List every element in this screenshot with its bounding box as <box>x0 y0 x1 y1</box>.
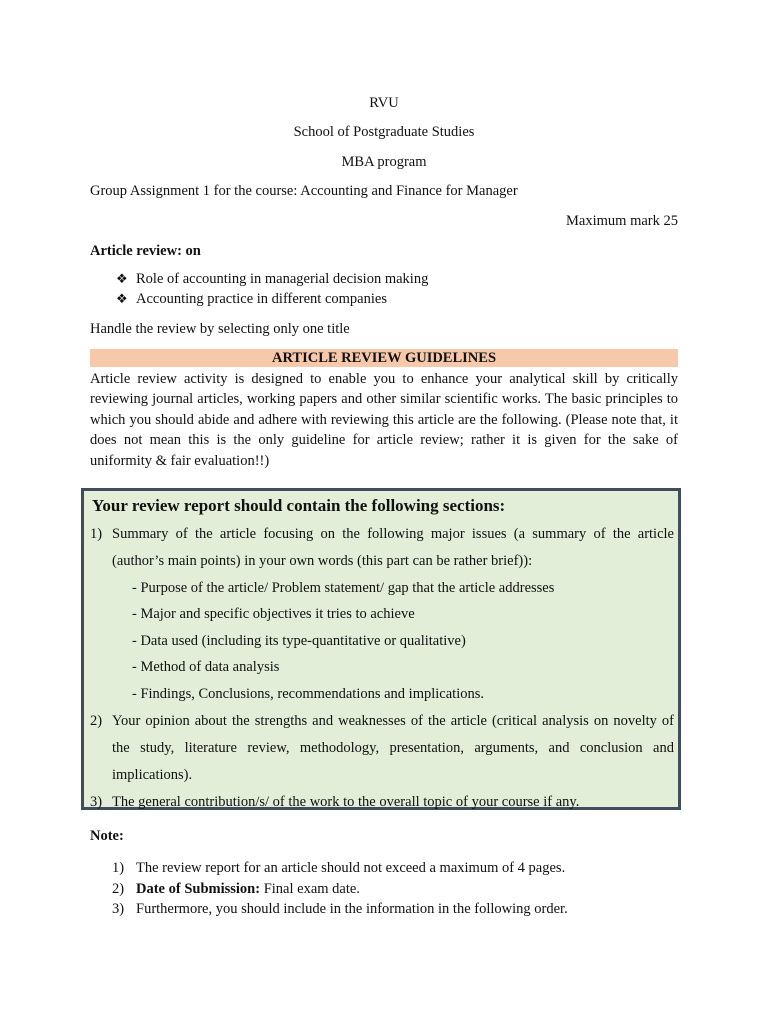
section-number: 1) <box>90 526 103 542</box>
sections-box <box>81 488 681 810</box>
section-item <box>90 708 674 789</box>
section-item <box>90 521 674 575</box>
program-name: MBA program <box>341 154 427 170</box>
section-number: 3) <box>90 794 103 810</box>
topic-item: ❖ Accounting practice in different companies <box>116 291 387 307</box>
diamond-bullet-icon: ❖ <box>116 271 128 286</box>
sections-box-title: Your review report should contain the following sections: <box>92 496 506 515</box>
maximum-mark: Maximum mark 25 <box>566 213 678 229</box>
note-item: 3) Furthermore, you should include in the information in the following order. <box>112 901 568 917</box>
guidelines-body: Article review activity is designed to enable you to enhance your analytical skill by critically reviewing journal articles, working papers and other similar scientific works. The basic principles to which you should abide and adhere with reviewing this article are the following. (Please note that, it does not mean this is the only guideline for article review; rather it is given for the sake of uniformity & fair evaluation!!) <box>90 371 678 469</box>
note-list <box>112 858 672 920</box>
section-text: Summary of the article focusing on the following major issues (a summary of the article (author’s main points) in your own words (this part can be rather brief)): <box>112 526 674 569</box>
topic-list <box>116 269 676 309</box>
review-instruction: Handle the review by selecting only one title <box>90 321 350 337</box>
article-review-heading: Article review: on <box>90 243 201 259</box>
section-text: Your opinion about the strengths and weaknesses of the article (critical analysis on novelty of the study, literature review, methodology, presentation, arguments, and conclusion and implications). <box>112 713 674 783</box>
section-item <box>90 789 674 816</box>
summary-subitem: - Data used (including its type-quantitative or qualitative) <box>132 633 466 649</box>
summary-subitem: - Findings, Conclusions, recommendations and implications. <box>132 686 484 702</box>
assignment-title: Group Assignment 1 for the course: Accounting and Finance for Manager <box>90 183 518 199</box>
submission-date-label: Date of Submission: <box>136 880 261 897</box>
section-text: The general contribution/s/ of the work to the overall topic of your course if any. <box>112 794 580 810</box>
note-item: 2) Date of Submission: Final exam date. <box>112 880 360 897</box>
summary-subitem: - Method of data analysis <box>132 659 280 675</box>
school-name: School of Postgraduate Studies <box>293 124 475 140</box>
section-number: 2) <box>90 713 103 729</box>
summary-subitem: - Purpose of the article/ Problem statement/ gap that the article addresses <box>132 580 555 596</box>
diamond-bullet-icon: ❖ <box>116 291 128 306</box>
guidelines-heading: ARTICLE REVIEW GUIDELINES <box>90 349 678 367</box>
note-heading: Note: <box>90 828 124 844</box>
summary-subitem: - Major and specific objectives it tries to achieve <box>132 606 415 622</box>
note-item: 1) The review report for an article should not exceed a maximum of 4 pages. <box>112 860 566 876</box>
institution-name: RVU <box>369 95 399 111</box>
topic-item: ❖ Role of accounting in managerial decision making <box>116 271 429 287</box>
